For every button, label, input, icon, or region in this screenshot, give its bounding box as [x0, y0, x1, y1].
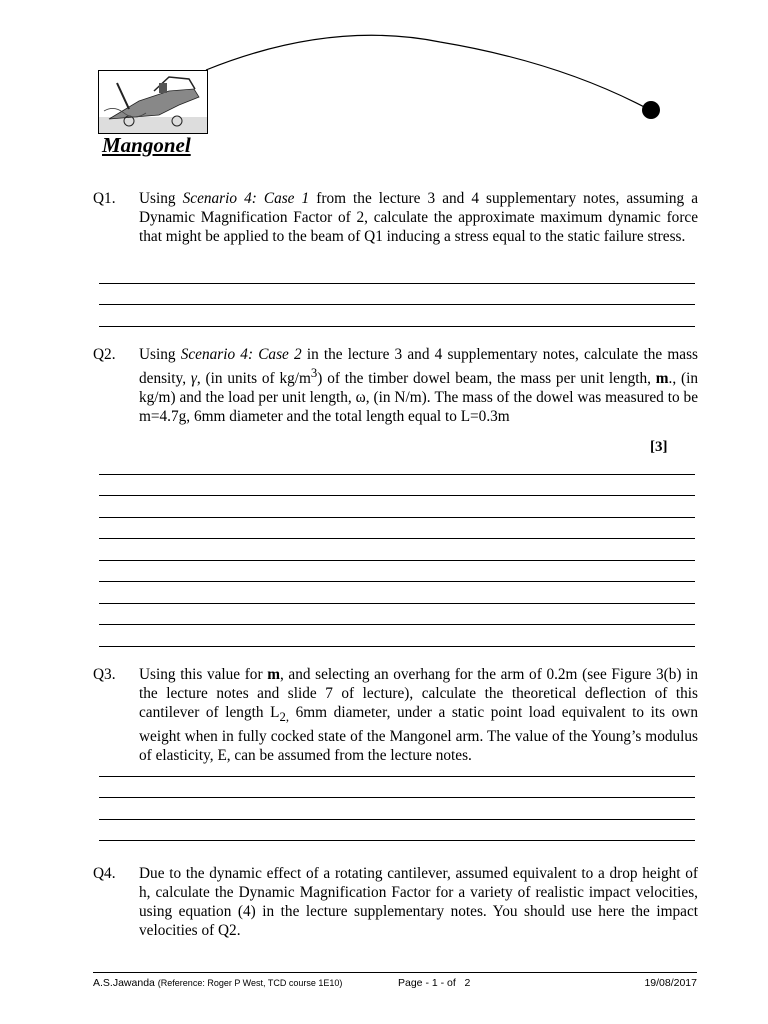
footer-author: A.S.Jawanda [93, 977, 155, 989]
question-text: Using Scenario 4: Case 2 in the lecture 3 and 4 supplementary notes, calculate the mass density, γ, (in units of $kg/m^3$) of the timber dowel beam, the mass per unit length, m., (in kg/m) and the load per unit length, ω, (in N/m). The mass of the dowel was measured to be m=4.7g, 6mm diameter and the total length equal to L=0.3m [139, 346, 698, 426]
footer-page-number: Page - 1 - of 2 [398, 977, 471, 989]
question-4 [93, 864, 698, 940]
page-title: Mangonel [102, 133, 191, 157]
question-text: Due to the dynamic effect of a rotating cantilever, assumed equivalent to a drop height of h, calculate the Dynamic Magnification Factor for a variety of realistic impact velocities, using equation (4) in the lecture supplementary notes. You should use here the impact velocities of Q2. [139, 865, 698, 939]
footer-rule [93, 972, 697, 973]
mangonel-illustration [98, 70, 208, 134]
question-number: Q3. [93, 666, 116, 683]
question-text: Using this value for m, and selecting an overhang for the arm of 0.2m (see Figure 3(b) in the lecture notes and slide 7 of lecture), calculate the theoretical deflection of this cantilever of length $L_{2,}$ 6mm diameter, under a static point load equivalent to its own weight when in fully cocked state of the Mangonel arm. The value of the Young’s modulus of elasticity, E, can be assumed from the lecture notes. [139, 666, 698, 765]
question-1 [93, 189, 698, 246]
question-text: Using Scenario 4: Case 1 from the lecture 3 and 4 supplementary notes, assuming a Dynamic Magnification Factor of 2, calculate the approximate maximum dynamic force that might be applied to the beam of Q1 inducing a stress equal to the static failure stress. [139, 190, 698, 245]
question-number: Q4. [93, 865, 116, 882]
question-mark-value: [3] [650, 439, 668, 455]
question-number: Q2. [93, 346, 116, 363]
question-2 [93, 345, 698, 426]
footer-reference: (Reference: Roger P West, TCD course 1E10) [157, 978, 343, 988]
footer-date: 19/08/2017 [644, 977, 697, 989]
question-number: Q1. [93, 190, 116, 207]
question-3 [93, 665, 698, 765]
projectile-ball [642, 101, 660, 119]
footer-author-reference [93, 977, 342, 989]
